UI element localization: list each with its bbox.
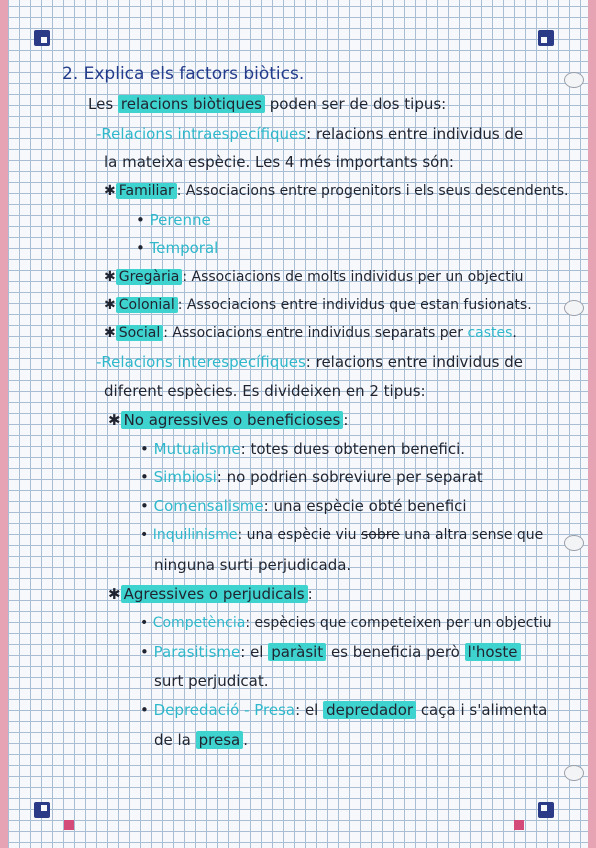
highlight-depredador: depredador [323, 701, 416, 719]
term-depredacio: Depredació - Presa [153, 701, 296, 719]
corner-mark-icon [34, 30, 50, 46]
dash: - [96, 353, 102, 371]
list-item-depredacio [140, 700, 547, 720]
colonial-line [104, 295, 532, 315]
depredacio-text-2: caça i s'alimenta [416, 701, 548, 719]
colon: : [307, 585, 313, 603]
bullet-icon: • [140, 701, 149, 719]
label-familiar: Familiar [116, 183, 177, 199]
bullet-icon: • [140, 643, 149, 661]
list-item-simbiosi [140, 467, 483, 487]
bullet-icon: • [140, 527, 149, 543]
depredacio-line2-pre: de la [154, 731, 196, 749]
colonial-text: : Associacions entre individus que estan fusionats. [177, 297, 532, 313]
term-temporal: Temporal [149, 239, 219, 257]
list-item-competencia [140, 613, 552, 633]
intro-pre: Les [88, 95, 118, 113]
agressives-line [108, 584, 313, 604]
term-mutualisme: Mutualisme [153, 440, 241, 458]
social-period: . [512, 325, 517, 341]
corner-mark-icon [538, 802, 554, 818]
label-no-agressives: No agressives o beneficioses [121, 411, 344, 429]
bullet-icon: • [140, 497, 149, 515]
inter-def: : relacions entre individus de [305, 353, 523, 371]
asterisk-icon: ✱ [108, 585, 121, 603]
list-item-mutualisme [140, 439, 465, 459]
corner-mark-icon [538, 30, 554, 46]
asterisk-icon: ✱ [104, 297, 116, 313]
depredacio-line-2 [154, 730, 248, 750]
list-item-perenne [136, 210, 211, 230]
asterisk-icon: ✱ [108, 411, 121, 429]
binder-hole-icon [564, 72, 584, 88]
corner-mark-icon [34, 802, 50, 818]
familiar-text: : Associacions entre progenitors i els seus descendents. [176, 183, 569, 199]
inquilinisme-line-2: ninguna surti perjudicada. [154, 556, 352, 574]
inter-line-1 [96, 352, 523, 372]
competencia-text: : espècies que competeixen per un objectiu [245, 615, 552, 631]
bullet-icon: • [136, 211, 145, 229]
parasitisme-text-2: es beneficia però [326, 643, 465, 661]
term-parasitisme: Parasitisme [153, 643, 241, 661]
asterisk-icon: ✱ [104, 269, 116, 285]
term-competencia: Competència [152, 615, 246, 631]
highlight-relacions-biotiques: relacions biòtiques [118, 95, 265, 113]
label-colonial: Colonial [116, 297, 178, 313]
list-item-temporal [136, 238, 218, 258]
inter-line-2: diferent espècies. Es divideixen en 2 tipus: [104, 382, 426, 400]
label-gregaria: Gregària [116, 269, 183, 285]
list-item-comensalisme [140, 496, 467, 516]
comensalisme-text: : una espècie obté benefici [263, 497, 467, 515]
binder-hole-icon [564, 300, 584, 316]
notebook-page [8, 0, 588, 848]
social-text: : Associacions entre individus separats per [163, 325, 468, 341]
familiar-line [104, 181, 568, 201]
simbiosi-text: : no podrien sobreviure per separat [216, 468, 483, 486]
asterisk-icon: ✱ [104, 325, 116, 341]
term-castes: castes [467, 325, 513, 341]
highlight-presa: presa [196, 731, 244, 749]
intra-def: : relacions entre individus de [306, 125, 524, 143]
binder-hole-icon [564, 535, 584, 551]
list-item-inquilinisme [140, 525, 543, 545]
asterisk-icon: ✱ [104, 183, 116, 199]
struck-word: sobre [360, 527, 400, 543]
label-social: Social [116, 325, 164, 341]
bullet-icon: • [140, 615, 149, 631]
parasitisme-text: : el [240, 643, 269, 661]
parasitisme-line-2: surt perjudicat. [154, 672, 269, 690]
term-perenne: Perenne [149, 211, 211, 229]
bullet-icon: • [136, 239, 145, 257]
highlight-hoste: l'hoste [465, 643, 521, 661]
page-marker-icon [64, 820, 74, 830]
term-interespecifiques: Relacions interespecífiques [101, 353, 306, 371]
bullet-icon: • [140, 468, 149, 486]
term-comensalisme: Comensalisme [153, 497, 264, 515]
colon: : [343, 411, 349, 429]
mutualisme-text: : totes dues obtenen benefici. [240, 440, 466, 458]
intra-line-1 [96, 124, 523, 144]
list-item-parasitisme [140, 642, 521, 662]
gregaria-text: : Associacions de molts individus per un objectiu [182, 269, 524, 285]
highlight-parasit: paràsit [268, 643, 326, 661]
gregaria-line [104, 267, 523, 287]
bullet-icon: • [140, 440, 149, 458]
social-line [104, 323, 517, 343]
term-intraespecifiques: Relacions intraespecífiques [101, 125, 307, 143]
inquilinisme-text-2: una altra sense que [399, 527, 544, 543]
no-agressives-line [108, 410, 348, 430]
depredacio-text: : el [295, 701, 324, 719]
label-agressives: Agressives o perjudicals [121, 585, 308, 603]
page-title: 2. Explica els factors biòtics. [62, 64, 305, 84]
term-simbiosi: Simbiosi [153, 468, 217, 486]
intro-post: poden ser de dos tipus: [265, 95, 447, 113]
dash: - [96, 125, 102, 143]
intro-line [88, 94, 446, 114]
intra-line-2: la mateixa espècie. Les 4 més importants són: [104, 153, 454, 171]
term-inquilinisme: Inquilinisme [152, 527, 238, 543]
inquilinisme-text: : una espècie viu [237, 527, 361, 543]
depredacio-period: . [243, 731, 249, 749]
page-marker-icon [514, 820, 524, 830]
binder-hole-icon [564, 765, 584, 781]
